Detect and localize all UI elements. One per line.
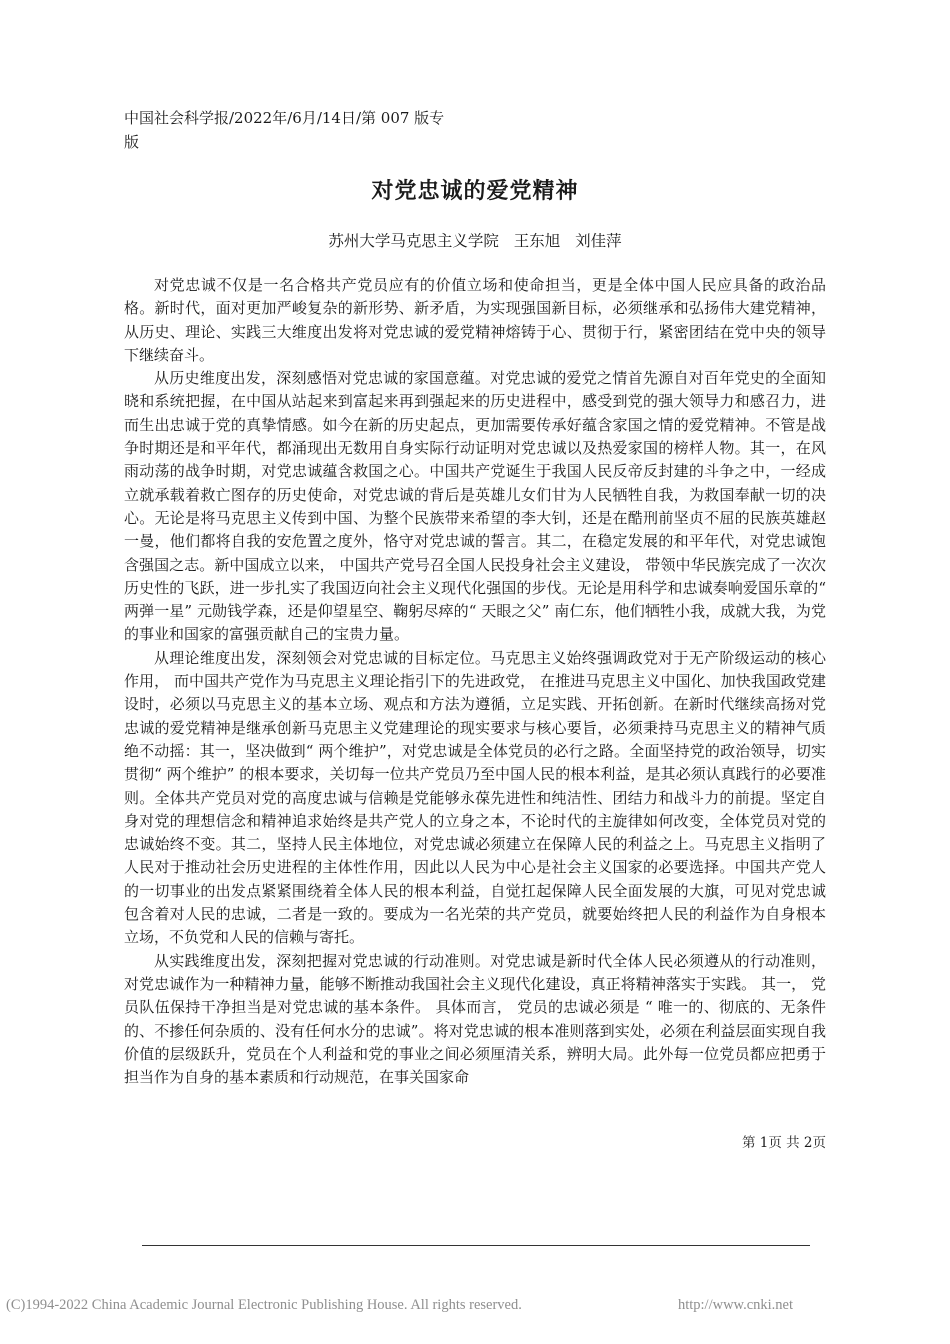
article-body [124, 274, 826, 1089]
footer-divider [142, 1245, 810, 1246]
source-citation: 中国社会科学报/2022年/6月/14日/第 007 版专版 [124, 109, 445, 151]
paragraph-intro: 对党忠诚不仅是一名合格共产党员应有的价值立场和使命担当，更是全体中国人民应具备的政治品格。新时代，面对更加严峻复杂的新形势、新矛盾，为实现强国新目标，必须继承和弘扬伟大建党精神，从历史、理论、实践三大维度出发将对党忠诚的爱党精神熔铸于心、贯彻于行，紧密团结在党中央的领导下继续奋斗。 [124, 276, 826, 364]
paragraph-theory: 从理论维度出发，深刻领会对党忠诚的目标定位。马克思主义始终强调政党对于无产阶级运动的核心作用， 而中国共产党作为马克思主义理论指引下的先进政党， 在推进马克思主义中国化、加快我国政党建设时，必须以马克思主义的基本立场、观点和方法为遵循，立足实践、开拓创新。在新时代继续高扬对党忠诚的爱党精神是继承创新马克思主义党建理论的现实要求与核心要旨，必须秉持马克思主义的精神气质绝不动摇：其一，坚决做到“ 两个维护”，对党忠诚是全体党员的必行之路。全面坚持党的政治领导，切实贯彻“ 两个维护” 的根本要求，关切每一位共产党员乃至中国人民的根本利益，是其必须认真践行的必要准则。全体共产党员对党的高度忠诚与信赖是党能够永葆先进性和纯洁性、团结力和战斗力的前提。坚定自身对党的理想信念和精神追求始终是共产党人的立身之本，不论时代的主旋律如何改变，全体党员对党的忠诚始终不变。其二，坚持人民主体地位，对党忠诚必须建立在保障人民的利益之上。马克思主义指明了人民对于推动社会历史进程的主体性作用，因此以人民为中心是社会主义国家的必要选择。中国共产党人的一切事业的出发点紧紧围绕着全体人民的根本利益，自觉扛起保障人民全面发展的大旗，可见对党忠诚包含着对人民的忠诚，二者是一致的。要成为一名光荣的共产党员，就要始终把人民的利益作为自身根本立场，不负党和人民的信赖与寄托。 [124, 648, 826, 947]
paragraph-practice: 从实践维度出发，深刻把握对党忠诚的行动准则。对党忠诚是新时代全体人民必须遵从的行动准则，对党忠诚作为一种精神力量，能够不断推动我国社会主义现代化建设，真正将精神落实于实践。 其一， 党员队伍保持干净担当是对党忠诚的基本条件。 具体而言， 党员的忠诚必须是 “ 唯一的、彻底的、无条件的、不掺任何杂质的、没有任何水分的忠诚”。将对党忠诚的根本准则落到实处，必须在利益层面实现自我价值的层级跃升，党员在个人利益和党的事业之间必须厘清关系，辨明大局。此外每一位党员都应把勇于担当作为自身的基本素质和行动规范，在事关国家命 [124, 951, 826, 1087]
article-title: 对党忠诚的爱党精神 [371, 178, 579, 204]
watermark-url: http://www.cnki.net [677, 1297, 793, 1313]
paragraph-history: 从历史维度出发，深刻感悟对党忠诚的家国意蕴。对党忠诚的爱党之情首先源自对百年党史的全面知晓和系统把握，在中国从站起来到富起来再到强起来的历史进程中，感受到党的强大领导力和感召力，进而生出忠诚于党的真挚情感。如今在新的历史起点，更加需要传承好蕴含家国之情的爱党精神。不管是战争时期还是和平年代，都涌现出无数用自身实际行动证明对党忠诚以及热爱家国的榜样人物。其一，在风雨动荡的战争时期，对党忠诚蕴含救国之心。中国共产党诞生于我国人民反帝反封建的斗争之中，一经成立就承载着救亡图存的历史使命，对党忠诚的背后是英雄儿女们甘为人民牺牲自我，为救国奉献一切的决心。无论是将马克思主义传到中国、为整个民族带来希望的李大钊，还是在酷刑前坚贞不屈的民族英雄赵一曼，他们都将自我的安危置之度外，恪守对党忠诚的誓言。其二，在稳定发展的和平年代，对党忠诚饱含强国之志。新中国成立以来， 中国共产党号召全国人民投身社会主义建设， 带领中华民族完成了一次次历史性的飞跃，进一步扎实了我国迈向社会主义现代化强国的步伐。无论是用科学和忠诚奏响爱国乐章的“ 两弹一星” 元勋钱学森，还是仰望星空、鞠躬尽瘁的“ 天眼之父” 南仁东，他们牺牲小我，成就大我，为党的事业和国家的富强贡献自己的宝贵力量。 [124, 369, 826, 644]
article-authors: 苏州大学马克思主义学院 王东旭 刘佳萍 [328, 232, 622, 250]
page-indicator: 第 1页 共 2页 [741, 1135, 826, 1151]
copyright-watermark [0, 1297, 950, 1319]
watermark-copyright-text: (C)1994-2022 China Academic Journal Electronic Publishing House. All rights reserved. [6, 1297, 522, 1313]
